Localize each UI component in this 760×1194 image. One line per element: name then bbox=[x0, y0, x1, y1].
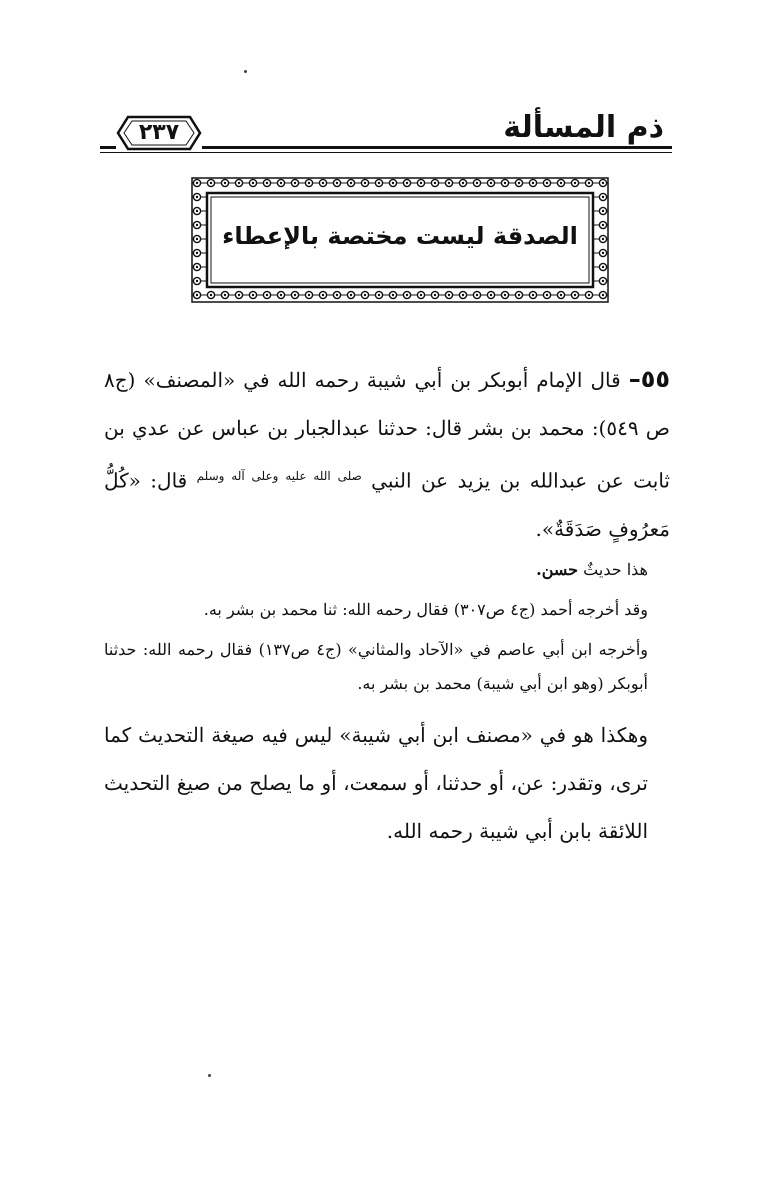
note-paragraph: وقد أخرجه أحمد (ج٤ ص٣٠٧) فقال رحمه الله: ثنا محمد بن بشر به. bbox=[203, 599, 648, 619]
section-title-frame bbox=[190, 176, 610, 304]
hadith-text: «كُلُّ مَعرُوفٍ صَدَقَةٌ». bbox=[104, 468, 670, 541]
page-number-badge bbox=[116, 114, 202, 152]
print-speck bbox=[244, 70, 247, 73]
section-title: الصدقة ليست مختصة بالإعطاء bbox=[222, 222, 578, 250]
print-speck bbox=[208, 1074, 211, 1077]
hadith-text-prefix: قال: bbox=[150, 468, 188, 493]
hadith-number: ٥٥– bbox=[628, 365, 671, 393]
running-title: ذم المسألة bbox=[503, 110, 664, 145]
hadith-paragraph bbox=[104, 355, 670, 553]
hadith-chain: قال الإمام أبوبكر بن أبي شيبة رحمه الله في «المصنف» (ج٨ ص ٥٤٩): محمد بن بشر قال: حدثنا عبدالجبار بن عباس عن عدي بن ثابت عن عبدالله بن يزيد عن النبي bbox=[104, 368, 671, 493]
page-header bbox=[100, 108, 672, 158]
commentary-paragraph: وهكذا هو في «مصنف ابن أبي شيبة» ليس فيه صيغة التحديث كما ترى، وتقدر: عن، أو حدثنا، أو سمعت، أو ما يصلح من صيغ التحديث اللائقة بابن أبي شيبة رحمه الله. bbox=[104, 722, 648, 843]
salutation-glyph: صلى الله عليه وعلى آله وسلم bbox=[196, 469, 362, 483]
grade-line bbox=[104, 553, 670, 587]
page-number: ٢٣٧ bbox=[138, 120, 180, 145]
note-paragraph: وأخرجه ابن أبي عاصم في «الآحاد والمثاني» (ج٤ ص١٣٧) فقال رحمه الله: حدثنا أبوبكر (وهو ابن أبي شيبة) محمد بن بشر به. bbox=[104, 639, 648, 693]
header-rule-thin bbox=[100, 152, 672, 153]
grade-value: حسن. bbox=[536, 559, 579, 579]
grade-prefix: هذا حديثٌ bbox=[583, 559, 648, 579]
page-body bbox=[104, 355, 670, 855]
